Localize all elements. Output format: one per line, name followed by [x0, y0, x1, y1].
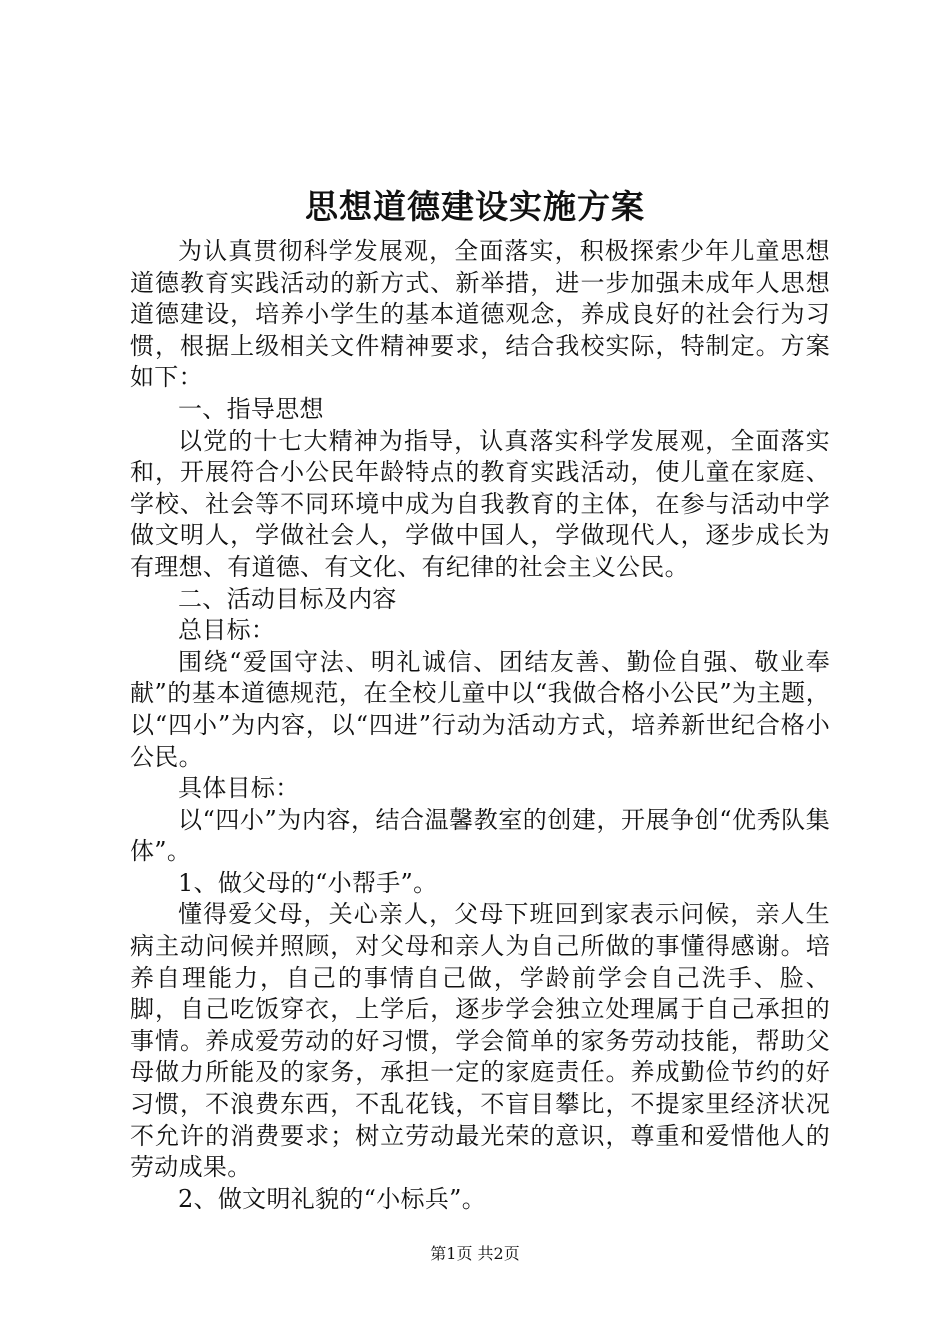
document-body — [130, 236, 830, 1215]
page-footer: 第1页 共2页 — [430, 1244, 520, 1263]
item-heading-little-helper: 1、做父母的“小帮手”。 — [178, 868, 438, 897]
specific-goals-paragraph: 以“四小”为内容，结合温馨教室的创建，开展争创“优秀队集体”。 — [130, 805, 830, 866]
intro-paragraph: 为认真贯彻科学发展观，全面落实，积极探索少年儿童思想道德教育实践活动的新方式、新举措，进一步加强未成年人思想道德建设，培养小学生的基本道德观念，养成良好的社会行为习惯，根据上级相关文件精神要求，结合我校实际，特制定。方案如下： — [130, 237, 830, 392]
item-heading-civility-model: 2、做文明礼貌的“小标兵”。 — [178, 1184, 487, 1213]
section-heading-goals-content: 二、活动目标及内容 — [178, 584, 397, 613]
little-helper-paragraph: 懂得爱父母，关心亲人，父母下班回到家表示问候，亲人生病主动问候并照顾，对父母和亲人为自己所做的事懂得感谢。培养自理能力，自己的事情自己做，学龄前学会自己洗手、脸、脚，自己吃饭穿衣，上学后，逐步学会独立处理属于自己承担的事情。养成爱劳动的好习惯，学会简单的家务劳动技能，帮助父母做力所能及的家务，承担一定的家庭责任。养成勤俭节约的好习惯，不浪费东西，不乱花钱，不盲目攀比，不提家里经济状况不允许的消费要求；树立劳动最光荣的意识，尊重和爱惜他人的劳动成果。 — [130, 900, 830, 1182]
overall-goal-label: 总目标： — [178, 616, 276, 645]
document-title: 思想道德建设实施方案 — [305, 187, 645, 226]
guiding-ideology-paragraph: 以党的十七大精神为指导，认真落实科学发展观，全面落实和，开展符合小公民年龄特点的教育实践活动，使儿童在家庭、学校、社会等不同环境中成为自我教育的主体，在参与活动中学做文明人，学做社会人，学做中国人，学做现代人，逐步成长为有理想、有道德、有文化、有纪律的社会主义公民。 — [130, 426, 830, 581]
section-heading-guiding-ideology: 一、指导思想 — [178, 394, 324, 423]
overall-goal-paragraph: 围绕“爱国守法、明礼诚信、团结友善、勤俭自强、敬业奉献”的基本道德规范，在全校儿童中以“我做合格小公民”为主题，以“四小”为内容，以“四进”行动为活动方式，培养新世纪合格小公民。 — [130, 647, 830, 771]
specific-goals-label: 具体目标： — [178, 774, 300, 803]
